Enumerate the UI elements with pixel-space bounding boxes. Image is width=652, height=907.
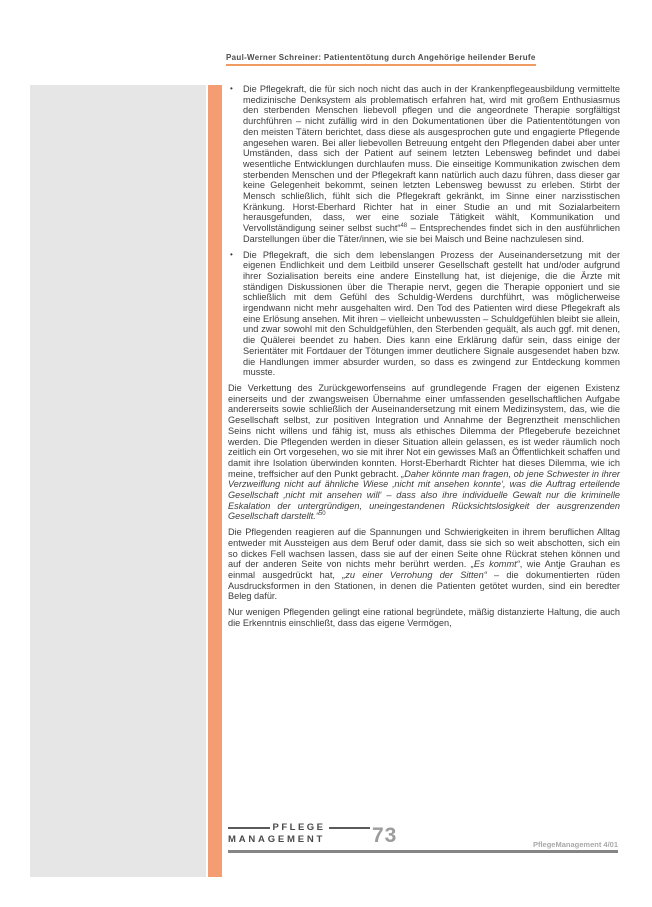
- accent-bar: [208, 85, 222, 877]
- logo-rule-left: [228, 827, 270, 829]
- bullet-1-pre: Die Pflegekraft, die für sich noch nicht das auch in der Krankenpflegeausbildung vermittelte medizinische Denksystem als problematisch erfahren hat, wird mit großem Enthusiasmus den sterbenden Menschen liebevoll pflegen und die angeordnete Therapie sorgfältigst durchführen – nicht zufällig wird in den Dokumentationen über die Patiententötungen von den meisten Tätern berichtet, dass diese als ausgesprochen gute und engagierte Pflegende angesehen waren. Bei aller liebevollen Betreuung entgeht den Pflegenden dabei aber unter Umständen, dass sich der Patient auf seinem letzten Lebensweg befindet und dabei wesentliche Entwicklungen durchlaufen muss. Die einseitige Kommunikation zwischen dem sterbenden Menschen und der Pflegekraft kann natürlich auch dazu führen, dass dieser gar keine Gelegenheit bekommt, seinen letzten Lebensweg bewusst zu erleben. Stirbt der Mensch schließlich, fühlt sich die Pflegekraft gekränkt, im Sinne einer narzisstischen Kränkung. Horst-Eberhard Richter hat in einer Studie an und mit Sozialarbeitern herausgefunden, dass, wer eine soziale Tätigkeit wählt, Kommunikation und Vervollständigung seiner selbst sucht“: [243, 84, 620, 234]
- margin-panel: [30, 85, 206, 877]
- paragraph-dilemma-quote: „Daher könnte man fragen, ob jene Schwester in ihrer Verzweiflung nicht auf ähnliche Wiese ‚nicht mit ansehen konnte‘, was die Auftrag erteilende Gesellschaft ‚nicht mit ansehen will‘ – dass also ihre individuelle Gewalt nur die kriminelle Eskalation der untergründigen, uneingestandenen Rücksichtslosigkeit der ausgrenzenden Gesellschaft darstellt.“: [228, 468, 620, 522]
- paragraph-reaktionen-s2: , wie Antje Grauhan es einmal ausgedrückt hat,: [228, 559, 620, 580]
- bullet-item-2: [228, 250, 620, 378]
- bullet-1-post: – Entsprechendes findet sich in den ausführlichen Darstellungen über die Täter/innen, wie sie bei Maisch und Beine nachzulesen sind.: [243, 223, 621, 244]
- bullet-1-text: [243, 84, 620, 245]
- bullet-marker: •: [230, 249, 233, 259]
- paragraph-reaktionen-s4: – die dokumentierten rüden Ausdrucksformen in den Stationen, in denen die Patienten getötet wurden, sind ein beredter Beleg dafür.: [228, 569, 620, 602]
- logo-word-management: MANAGEMENT: [228, 834, 326, 845]
- paragraph-dilemma: [228, 383, 620, 522]
- logo-row-1: [228, 822, 370, 833]
- quote-es-kommt: „Es kommt“: [470, 559, 520, 570]
- paragraph-haltung: Nur wenigen Pflegenden gelingt eine rational begründete, mäßig distanzierte Haltung, die auch die Erkenntnis einschließt, dass das eigene Vermögen,: [228, 607, 620, 628]
- running-header-text: Paul-Werner Schreiner: Patiententötung durch Angehörige heilender Berufe: [226, 53, 536, 62]
- bullet-marker: •: [230, 84, 233, 93]
- page-number: 73: [372, 824, 398, 847]
- bullet-item-1: [228, 84, 620, 245]
- paragraph-reaktionen-s0: Die Pflegenden reagieren auf die Spannungen und Schwierigkeiten in ihrem beruflichen Alltag entweder mit Aussteigen aus dem Beruf oder damit, dass sie sich so weit abschotten, sich ein so dickes Fell wachsen lassen, dass sie auf der einen Seite ohne Rückrat stehen können und auf der anderen Seite von nichts mehr berührt werden.: [228, 527, 620, 570]
- logo-rule-right: [329, 827, 371, 829]
- footnote-ref-48: 48: [400, 223, 408, 230]
- footer-rule: [228, 850, 618, 853]
- magazine-logo: [228, 822, 370, 845]
- logo-word-pflege: PFLEGE: [272, 822, 326, 833]
- issue-label: PflegeManagement 4/01: [532, 840, 618, 849]
- paragraph-dilemma-normal: Die Verkettung des Zurückgeworfenseins auf grundlegende Fragen der eigenen Existenz einerseits und der zwangsweisen Übernahme einer umfassenden gesellschaftlichen Aufgabe andererseits sowie schließlich der Auseinandersetzung mit einem Medizinsystem, das, wie die Gesellschaft selbst, zur positiven Integration und Annahme der Begrenztheit menschlichen Seins nicht willens und fähig ist, muss als ethisches Dilemma der Pflegeberufe bezeichnet werden. Die Pflegenden werden in dieser Situation allein gelassen, es ist weder räumlich noch zeitlich ein Ort vorgesehen, wo sie mit ihrer Not ein gewisses Maß an Öffentlichkeit schaffen und damit ihre Isolation überwinden konnten. Horst-Eberhardt Richter hat dieses Dilemma, wie ich meine, treffsicher auf den Punkt gebracht.: [228, 382, 620, 479]
- paragraph-reaktionen: [228, 527, 620, 602]
- article-body: [228, 84, 620, 633]
- footnote-ref-50: 50: [318, 511, 326, 518]
- bullet-2-text: Die Pflegekraft, die sich dem lebenslangen Prozess der Auseinandersetzung mit der eigenen Endlichkeit und dem Leitbild unserer Gesellschaft gestellt hat und/oder aufgrund ihrer Sozialisation bereits eine andere Einstellung hat, ist diejenige, die die Ärzte mit ständigen Diskussionen über die Therapie nervt, gegen die Therapie opponiert und sie schließlich mit dem Gefühl des Schuldig-Werdens durchführt, was möglicherweise irgendwann nicht mehr ausgehalten wird. Den Tod des Patienten wird diese Pflegekraft als eine Erlösung ansehen. Mit ihren – vielleicht unbewussten – Schuldgefühlen bleibt sie allein, und zwar sowohl mit den Schuldgefühlen, den Sterbenden gequält, als auch ggf. mit denen, die Quälerei beendet zu haben. Dies kann eine Erklärung dafür sein, dass einige der Serientäter mit Fortdauer der Tötungen immer deutlichere Signale ausgesendet haben bzw. die Handlungen immer absurder wurden, so dass es zwingend zur Entdeckung kommen musste.: [243, 249, 620, 378]
- running-header: [226, 53, 536, 66]
- quote-verrohung: „zu einer Verrohung der Sitten“: [342, 569, 487, 580]
